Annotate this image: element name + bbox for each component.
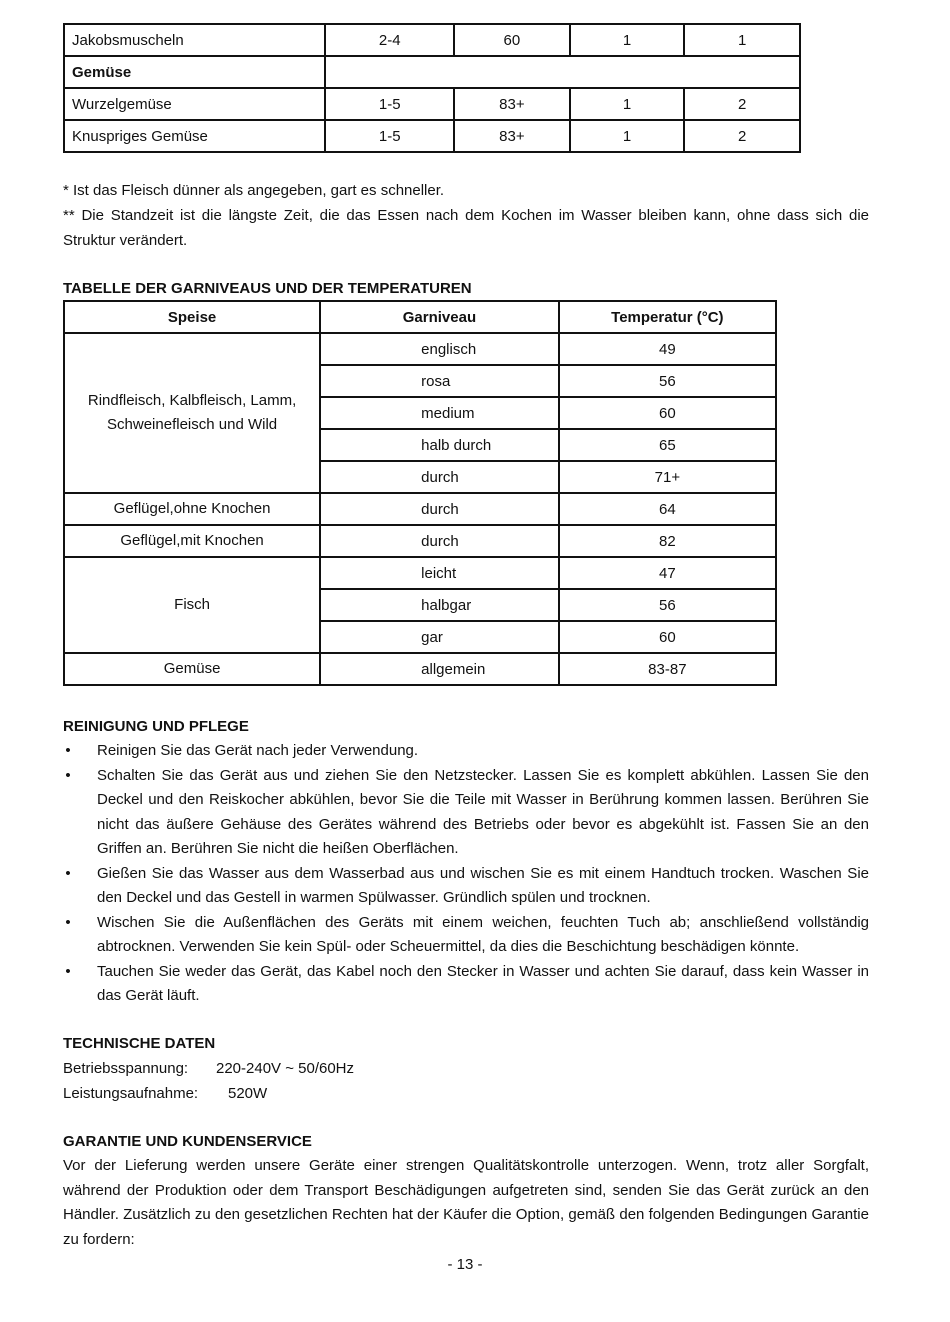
level-cell: durch	[320, 493, 559, 525]
value-cell: 2	[684, 120, 800, 152]
value-cell: 1	[684, 24, 800, 56]
level-cell: halbgar	[320, 589, 559, 621]
table-row	[64, 653, 776, 685]
table-row	[64, 525, 776, 557]
level-cell: allgemein	[320, 653, 559, 685]
page-number: - 13 -	[447, 1256, 483, 1273]
note-standing-time: ** Die Standzeit ist die längste Zeit, die das Essen nach dem Kochen im Wasser bleiben kann, ohne dass sich die Struktur verändert.	[63, 207, 869, 249]
note-thin-meat: * Ist das Fleisch dünner als angegeben, gart es schneller.	[63, 182, 445, 199]
bullet-icon: •	[65, 913, 71, 931]
voltage-value: 220-240V ~ 50/60Hz	[216, 1060, 355, 1077]
bullet-icon: •	[65, 742, 71, 759]
value-cell: 1-5	[325, 120, 454, 152]
level-cell: leicht	[320, 557, 559, 589]
food-cell: Gemüse	[64, 653, 320, 685]
level-cell: halb durch	[320, 429, 559, 461]
food-cell: Jakobsmuscheln	[64, 24, 325, 56]
temp-cell: 56	[559, 589, 776, 621]
bullet-icon: •	[65, 864, 71, 882]
column-header: Temperatur (°C)	[559, 301, 776, 333]
value-cell: 1	[570, 24, 685, 56]
value-cell: 2	[684, 88, 800, 120]
cleaning-list	[63, 739, 869, 1009]
food-cell: Geflügel,ohne Knochen	[64, 493, 320, 525]
table-row	[64, 88, 800, 120]
table-header-row	[64, 301, 776, 333]
food-cell: Wurzelgemüse	[64, 88, 325, 120]
bullet-icon: •	[65, 766, 71, 784]
table-row	[64, 56, 800, 88]
voltage-line	[63, 1056, 354, 1081]
empty-cell	[325, 56, 800, 88]
table-row	[64, 557, 776, 589]
table-row	[64, 120, 800, 152]
power-label: Leistungsaufnahme:	[63, 1085, 199, 1102]
level-cell: medium	[320, 397, 559, 429]
category-cell: Gemüse	[64, 56, 325, 88]
cleaning-title: REINIGUNG UND PFLEGE	[63, 718, 249, 735]
temperature-table	[63, 300, 777, 686]
value-cell: 60	[454, 24, 570, 56]
warranty-text: Vor der Lieferung werden unsere Geräte einer strengen Qualitätskontrolle unterzogen. Wenn, trotz aller Sorgfalt, während der Produktion oder dem Transport Beschädigungen aufgetreten sind, senden Sie das Gerät zurück an den Händler. Zusätzlich zu den gesetzlichen Rechten hat der Käufer die Option, gemäß den folgenden Bedingungen Garantie zu fordern:	[63, 1157, 869, 1248]
food-cell: Geflügel,mit Knochen	[64, 525, 320, 557]
level-cell: rosa	[320, 365, 559, 397]
food-cell: Fisch	[64, 557, 320, 653]
list-item: • Gießen Sie das Wasser aus dem Wasserbad aus und wischen Sie es mit einem Handtuch trocken. Waschen Sie den Deckel und das Gestell in warmen Spülwasser. Gründlich spülen und trocknen.	[63, 862, 869, 911]
warranty-title: GARANTIE UND KUNDENSERVICE	[63, 1133, 312, 1150]
column-header: Speise	[64, 301, 320, 333]
food-label: Rindfleisch, Kalbfleisch, Lamm, Schweinefleisch und Wild	[87, 392, 297, 433]
temp-cell: 60	[559, 621, 776, 653]
table-row	[64, 493, 776, 525]
value-cell: 2-4	[325, 24, 454, 56]
value-cell: 1-5	[325, 88, 454, 120]
list-item: • Reinigen Sie das Gerät nach jeder Verwendung.	[63, 739, 869, 764]
voltage-label: Betriebsspannung:	[63, 1060, 189, 1077]
power-line	[63, 1081, 267, 1106]
temp-cell: 82	[559, 525, 776, 557]
temp-table-title: TABELLE DER GARNIVEAUS UND DER TEMPERATUREN	[63, 280, 472, 297]
cooking-times-table	[63, 23, 801, 153]
bullet-icon: •	[65, 962, 71, 980]
temp-cell: 71+	[559, 461, 776, 493]
column-header: Garniveau	[320, 301, 559, 333]
value-cell: 83+	[454, 88, 570, 120]
food-cell: Knuspriges Gemüse	[64, 120, 325, 152]
level-cell: englisch	[320, 333, 559, 365]
table-row	[64, 333, 776, 365]
level-cell: durch	[320, 461, 559, 493]
level-cell: durch	[320, 525, 559, 557]
tech-title: TECHNISCHE DATEN	[63, 1035, 216, 1052]
list-item: • Schalten Sie das Gerät aus und ziehen Sie den Netzstecker. Lassen Sie es komplett abkühlen. Lassen Sie den Deckel und den Reiskocher abkühlen, bevor Sie die Teile mit Wasser in Berührung kommen lassen. Berühren Sie nicht das äußere Gehäuse des Gerätes während des Betriebs oder bevor es abgekühlt ist. Fassen Sie an den Griffen an. Berühren Sie nicht die heißen Oberflächen.	[63, 764, 869, 862]
list-item: • Wischen Sie die Außenflächen des Geräts mit einem weichen, feuchten Tuch ab; anschließend vollständig abtrocknen. Verwenden Sie kein Spül- oder Scheuermittel, da dies die Beschichtung beschädigen könnte.	[63, 911, 869, 960]
value-cell: 1	[570, 120, 685, 152]
temp-cell: 49	[559, 333, 776, 365]
temp-cell: 56	[559, 365, 776, 397]
value-cell: 1	[570, 88, 685, 120]
temp-cell: 60	[559, 397, 776, 429]
table-row	[64, 24, 800, 56]
food-cell	[64, 333, 320, 493]
temp-cell: 47	[559, 557, 776, 589]
power-value: 520W	[228, 1085, 268, 1102]
list-item: • Tauchen Sie weder das Gerät, das Kabel noch den Stecker in Wasser und achten Sie darauf, dass kein Wasser in das Gerät läuft.	[63, 960, 869, 1009]
temp-cell: 83-87	[559, 653, 776, 685]
temp-cell: 64	[559, 493, 776, 525]
level-cell: gar	[320, 621, 559, 653]
temp-cell: 65	[559, 429, 776, 461]
value-cell: 83+	[454, 120, 570, 152]
